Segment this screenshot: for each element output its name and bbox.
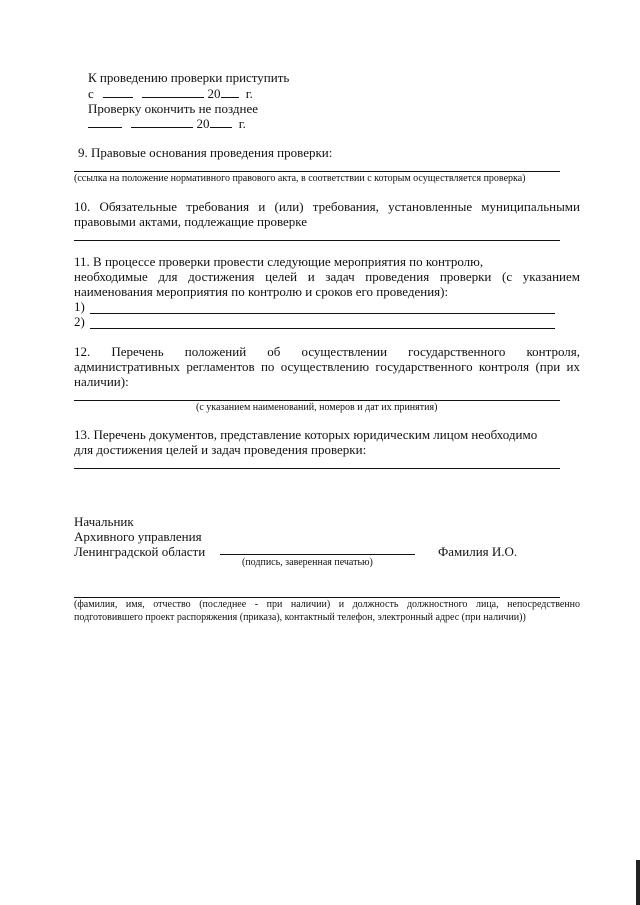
section12-line3: наличии): (74, 374, 129, 389)
start-year: 20 (207, 86, 221, 101)
section13-line1: 13. Перечень документов, представление которых юридическим лицом необходимо (74, 427, 538, 442)
section10-line1: 10. Обязательные требования и (или) требования, установленные муниципальными (74, 199, 580, 214)
end-label: Проверку окончить не позднее (88, 101, 259, 116)
end-year: 20 (196, 116, 210, 131)
position-line3: Ленинградской области (74, 544, 206, 559)
footer-line2: подготовившего проект распоряжения (приказа), контактный телефон, электронный адрес (при наличии)) (74, 612, 526, 623)
section12-caption: (с указанием наименований, номеров и дат их принятия) (196, 402, 438, 413)
section11-item2: 2) (74, 314, 85, 329)
signature-line[interactable] (220, 554, 415, 555)
start-label: К проведению проверки приступить (88, 70, 290, 85)
section11-line2: необходимые для достижения целей и задач проведения проверки (с указанием (74, 269, 580, 284)
signer-name: Фамилия И.О. (438, 544, 518, 559)
end-year-blank[interactable] (210, 116, 232, 128)
section12-line2: административных регламентов по осуществлению государственного контроля (при их (74, 359, 580, 374)
start-month-blank[interactable] (142, 86, 204, 98)
section10-fill-line[interactable] (74, 240, 560, 241)
section11-line3: наименования мероприятия по контролю и сроков его проведения): (74, 284, 449, 299)
section11-item1: 1) (74, 299, 85, 314)
section10-line2: правовыми актами, подлежащие проверке (74, 214, 308, 229)
end-day-blank[interactable] (88, 116, 122, 128)
section11-item2-line[interactable] (90, 328, 555, 329)
section13-line2: для достижения целей и задач проведения проверки: (74, 442, 367, 457)
footer-line1: (фамилия, имя, отчество (последнее - при наличии) и должность должностного лица, непосредственно (74, 599, 580, 610)
start-year-blank[interactable] (221, 86, 239, 98)
start-date-line (88, 86, 253, 101)
section12-line1: 12. Перечень положений об осуществлении государственного контроля, (74, 344, 580, 359)
position-line2: Архивного управления (74, 529, 202, 544)
section11-line1: 11. В процессе проверки провести следующие мероприятия по контролю, (74, 254, 484, 269)
section12-fill-line[interactable] (74, 400, 560, 401)
scan-edge-mark (636, 860, 640, 905)
signature-caption: (подпись, заверенная печатью) (242, 557, 373, 568)
end-date-line (88, 116, 246, 131)
end-suffix: г. (238, 116, 246, 131)
section9-fill-line[interactable] (74, 171, 560, 172)
end-month-blank[interactable] (131, 116, 193, 128)
footer-fill-line[interactable] (74, 597, 560, 598)
section13-fill-line[interactable] (74, 468, 560, 469)
start-day-blank[interactable] (103, 86, 133, 98)
section9-title: 9. Правовые основания проведения проверки: (78, 145, 333, 160)
start-prefix: с (88, 86, 94, 101)
section9-caption: (ссылка на положение нормативного правового акта, в соответствии с которым осуществляется проверка) (74, 173, 526, 184)
start-suffix: г. (245, 86, 253, 101)
position-line1: Начальник (74, 514, 134, 529)
section11-item1-line[interactable] (90, 313, 555, 314)
